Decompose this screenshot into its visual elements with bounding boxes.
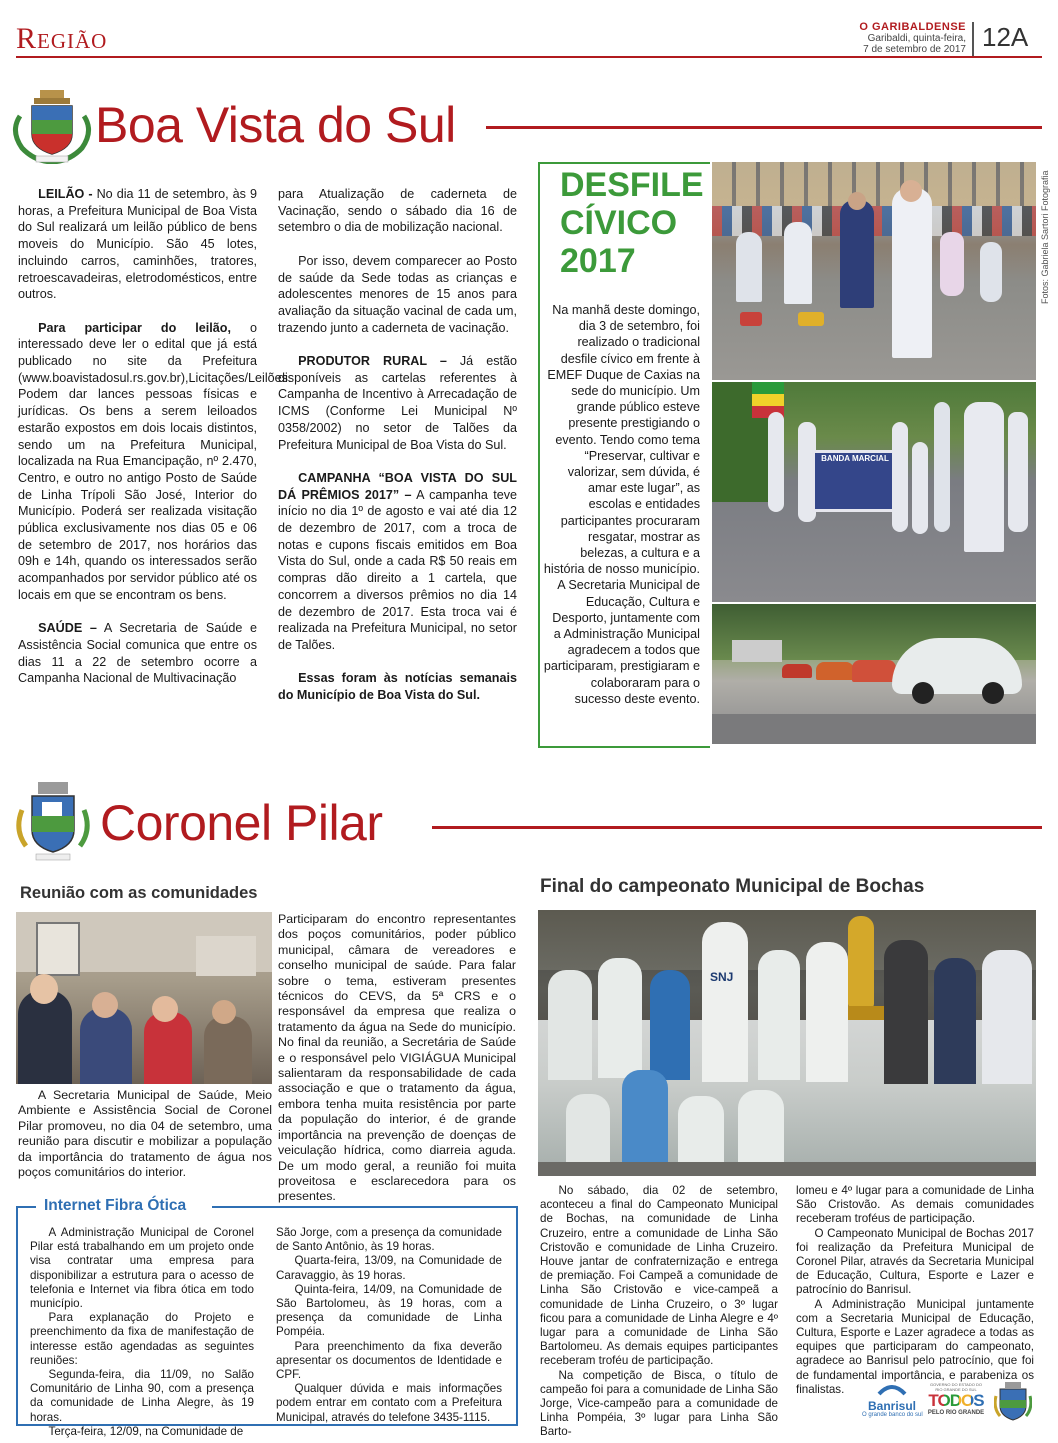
paragraph-lead: Para participar do leilão, xyxy=(38,320,231,335)
article-paragraph xyxy=(18,186,257,303)
article-paragraph: A Administração Municipal de Coronel Pilar está trabalhando em um projeto onde visa contratar uma empresa para disponibilizar a estrutura para o acesso de telefonia e Internet via fibra ótica em todo município. xyxy=(30,1226,254,1311)
desfile-text: Na manhã deste domingo, dia 3 de setembro, foi realizado o tradicional desfile cívico em frente à EMEF Duque de Caxias na sede do município. Um grande público esteve presente prestigiando o evento. Tendo como tema “Preservar, cultivar e valorizar, sem dúvida, é amar este lugar”, as escolas e entidades participantes procuraram resgatar, mostrar as belezas, a cultura e a história de nosso município. A Secretaria Municipal de Educação, Cultura e Desporto, juntamente com a Administração Municipal agradecem a todos que participaram, prestigiaram e colaboraram para o sucesso deste evento. xyxy=(543,303,700,706)
coronel-pilar-small-crest-icon xyxy=(994,1382,1032,1422)
paper-info xyxy=(859,22,966,55)
banrisul-mark-icon xyxy=(877,1380,907,1396)
desfile-photo-band xyxy=(712,382,1036,602)
article-paragraph: Quarta-feira, 13/09, na Comunidade de Caravaggio, às 19 horas. xyxy=(276,1254,502,1282)
reuniao-text-a: A Secretaria Municipal de Saúde, Meio Ambiente e Assistência Social de Coronel Pilar promoveu, no dia 04 de setembro, uma reunião para discutir e mobilizar a população da importância do tratamento de água nos poços comunitários do interior. xyxy=(18,1088,272,1180)
header-rule xyxy=(16,56,1042,58)
article-paragraph: Terça-feira, 12/09, na Comunidade de xyxy=(48,1424,244,1438)
desfile-title xyxy=(560,166,704,280)
section-title: Região xyxy=(16,22,108,55)
article-paragraph: Para explanação do Projeto e preenchimento da fixa de manifestação de interesse estão agendadas as seguintes reuniões: xyxy=(30,1311,254,1367)
article-paragraph: lomeu e 4º lugar para a comunidade de Linha São Cristovão. As demais comunidades receberam troféus de participação. xyxy=(796,1184,1034,1226)
paper-date: 7 de setembro de 2017 xyxy=(863,44,966,55)
boa-vista-title: Boa Vista do Sul xyxy=(95,97,456,153)
coronel-pilar-rule xyxy=(432,826,1042,829)
todos-subtitle: PELO RIO GRANDE xyxy=(927,1410,985,1416)
desfile-title-line3: 2017 xyxy=(560,242,636,280)
todos-gov-text: GOVERNO DO ESTADO DO RIO GRANDE DO SUL xyxy=(930,1382,982,1392)
paragraph-lead: Essas foram às notícias semanais do Município de Boa Vista do Sul. xyxy=(278,671,517,703)
bochas-col2 xyxy=(796,1184,1034,1397)
internet-box-top-left xyxy=(16,1206,36,1208)
reuniao-photo xyxy=(16,912,272,1084)
boa-vista-rule xyxy=(486,126,1042,129)
paragraph-lead: LEILÃO - xyxy=(38,187,93,201)
internet-box-top-right xyxy=(212,1206,516,1208)
article-paragraph: Na competição de Bisca, o título de campeão foi para a comunidade de Linha São Jorge, Vice-campeão para a comunidade de Linha Pompéia, 3º lugar para Linha São Barto- xyxy=(540,1368,778,1439)
coronel-pilar-title: Coronel Pilar xyxy=(100,795,383,851)
paragraph-text: No dia 11 de setembro, às 9 horas, a Prefeitura Municipal de Boa Vista do Sul realizará um leilão público de bens moveis do Município. São 45 lotes, incluindo carros, caminhões, tratores, retroescavadeiras, eletrodomésticos, entre outros. xyxy=(18,187,258,302)
article-paragraph xyxy=(278,470,517,654)
paragraph-text: o interessado deve ler o edital que já está publicado no site da Prefeitura (www.boavistadosul.rs.gov.br),Licitações/Leilões. Podem dar lances pessoas físicas e jurídicas. Os bens a serem leiloados estarão expostos em dois locais distintos, sendo um na Prefeitura Municipal, localizada na Rua Emancipação, nº 2.470, Centro, e outro no antigo Posto de Saúde de Linha Trípoli São José, Interior do Município. Poderá ser realizada visitação pública exclusivamente nos dias 05 e 06 de setembro de 2017, nos horários das 09h e 14h, quando os interessados serão acompanhados por servidor público até os locais em que se encontram os bens. xyxy=(18,320,292,602)
article-paragraph: São Jorge, com a presença da comunidade de Santo Antônio, às 19 horas. xyxy=(276,1226,502,1254)
article-paragraph: Segunda-feira, dia 11/09, no Salão Comunitário de Linha 90, com a presença da comunidade de Linha Alegre, às 19 horas. xyxy=(30,1368,254,1424)
paragraph-text: Por isso, devem comparecer ao Posto de saúde da Sede todas as crianças e adolescentes menores de 15 anos para avaliação da situação vacinal de cada um, trazendo junto a caderneta de vacinação. xyxy=(278,253,517,335)
coronel-pilar-crest-icon xyxy=(16,780,90,862)
article-paragraph xyxy=(278,253,517,337)
internet-col1 xyxy=(30,1226,254,1439)
article-paragraph xyxy=(278,186,517,236)
boa-vista-col2 xyxy=(278,186,517,720)
bochas-col1 xyxy=(540,1184,778,1440)
article-paragraph: A Administração Municipal juntamente com a Secretaria Municipal de Educação, Cultura, Esporte e Lazer agradece a todas as equipes que participaram do campeonato, agradece ao Banrisul pelo patrocínio, que foi de fundamental importância, e parabeniza os finalistas. xyxy=(796,1297,1034,1396)
desfile-title-line1: DESFILE xyxy=(560,166,704,204)
article-paragraph: Qualquer dúvida e mais informações podem entrar em contato com a Prefeitura Municipal, através do telefone 3435-1115. xyxy=(276,1382,502,1424)
page-divider xyxy=(972,22,974,56)
jersey-label: SNJ xyxy=(710,970,734,984)
paragraph-text: para Atualização de caderneta de Vacinação, sendo o sábado dia 16 de setembro o dia de mobilização nacional. xyxy=(278,187,517,235)
photo-credit: Fotos: Gabriela Sartori Fotografia xyxy=(1040,170,1050,304)
boa-vista-col1 xyxy=(18,186,292,704)
bochas-heading: Final do campeonato Municipal de Bochas xyxy=(540,876,925,897)
paragraph-lead: PRODUTOR RURAL – xyxy=(298,354,447,368)
reuniao-text-b: Participaram do encontro representantes dos poços comunitários, poder público municipal, câmara de vereadores e conselho municipal de saúde. Para falar sobre o tema, estiveram presentes técnicos do CEVS, da 5ª CRS e o responsável da empresa que realiza o tratamento da água na Sede do município. No final da reunião, a Secretária de Saúde e o responsável pelo VIGIÁGUA Municipal salientaram da responsabilidade de cada associação e que o tratamento da água, embora tenha muita resistência por parte da população do interior, é de grande importância na prevenção de doenças de veiculação hídrica, como diarreia aguda. De um modo geral, a reunião foi muita proveitosa e esclarecedora para os presentes. xyxy=(278,912,516,1204)
todos-wordmark: TODOS xyxy=(926,1392,986,1410)
band-banner-text: BANDA MARCIAL xyxy=(821,454,889,463)
article-paragraph: No sábado, dia 02 de setembro, aconteceu a final do Campeonato Municipal de Bochas, na comunidade de Linha Cruzeiro, entre a comunidade de Linha São Cristovão e comunidade de Linha Cruzeiro. Houve jantar de confraternização e entrega de premiação. Foi Campeã a comunidade de Linha São Cristovão e vice-campeã a comunidade de Linha Cruzeiro, o 3º lugar ficou para a comunidade de Linha Alegre e 4º lugar para a comunidade de Linha São Bartolomeu. As demais equipes participantes receberam troféu de participação. xyxy=(540,1184,778,1368)
internet-col2 xyxy=(276,1226,502,1425)
desfile-title-line2: CÍVICO xyxy=(560,204,678,242)
boa-vista-crest-icon xyxy=(12,86,92,164)
article-paragraph xyxy=(18,620,257,687)
paper-location: Garibaldi, quinta-feira, xyxy=(867,33,966,44)
banrisul-logo xyxy=(862,1380,922,1418)
paper-name: O GARIBALDENSE xyxy=(859,21,966,33)
paragraph-lead: CAMPANHA “BOA VISTA DO SUL DÁ PRÊMIOS 2017” – xyxy=(278,470,517,502)
paragraph-text: A campanha teve início no dia 1º de agosto e vai até dia 12 de dezembro de 2017, com a troca de notas e cupons fiscais emitidos em Boa Vista do Sul, onde a cada R$ 50 reais em compras dão direito a 1 cartela, que concorrem a diversos prêmios no dia 14 de dezembro de 2017. Esta troca vai é realizada na Prefeitura Municipal, no setor de Talões. xyxy=(278,487,517,652)
bochas-photo xyxy=(538,910,1036,1176)
banrisul-tagline: O grande banco do sul xyxy=(862,1412,923,1418)
article-paragraph: Quinta-feira, 14/09, na Comunidade de São Bartolomeu, às 19 horas, com a presença da comunidade de Linha Pompéia. xyxy=(276,1282,502,1339)
todos-logo xyxy=(926,1382,986,1416)
paragraph-text: Já estão disponíveis as cartelas referentes à Campanha de Incentivo à Arrecadação de ICMS (Conforme Lei Municipal Nº 0358/2002) no setor de Talões da Prefeitura Municipal de Boa Vista do Sul. xyxy=(278,354,518,452)
banrisul-name: Banrisul xyxy=(867,1399,916,1413)
page-number: 12A xyxy=(982,22,1029,52)
desfile-photo-children xyxy=(712,162,1036,380)
paragraph-text: A Secretaria de Saúde e Assistência Social comunica que entre os dias 11 a 22 de setembro ocorre a Campanha Nacional de Multivacinação xyxy=(18,621,257,686)
article-paragraph xyxy=(278,670,517,703)
article-paragraph: Para preenchimento da fixa deverão apresentar os documentos de Identidade e CPF. xyxy=(276,1339,502,1382)
article-paragraph: O Campeonato Municipal de Bochas 2017 foi realização da Prefeitura Municipal de Coronel Pilar, através da Secretaria Municipal de Educação, Cultura, Esporte e Lazer e patrocínio do Banrisul. xyxy=(796,1226,1034,1297)
paragraph-lead: SAÚDE – xyxy=(38,621,97,636)
article-paragraph xyxy=(278,353,517,453)
desfile-photo-cars xyxy=(712,604,1036,744)
reuniao-heading: Reunião com as comunidades xyxy=(20,884,258,902)
article-paragraph xyxy=(18,320,292,604)
internet-heading: Internet Fibra Ótica xyxy=(44,1197,187,1214)
